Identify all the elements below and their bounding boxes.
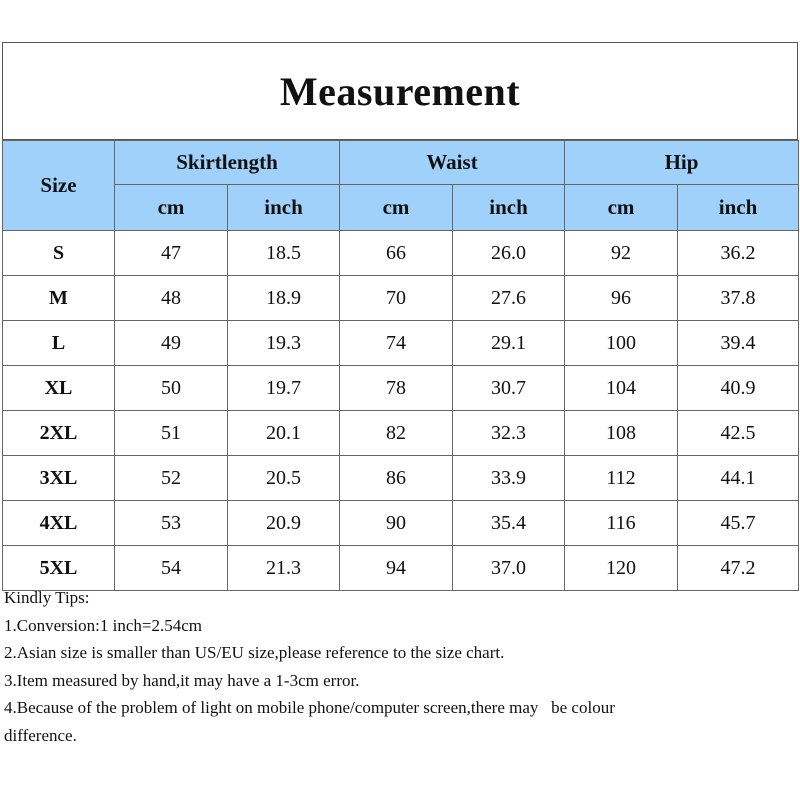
size-cell: 5XL bbox=[3, 546, 115, 591]
measurement-cell: 32.3 bbox=[453, 411, 565, 456]
measurement-cell: 120 bbox=[565, 546, 678, 591]
measurement-cell: 53 bbox=[115, 501, 228, 546]
size-header: Size bbox=[3, 141, 115, 231]
size-cell: L bbox=[3, 321, 115, 366]
measurement-cell: 42.5 bbox=[678, 411, 799, 456]
tip-line: 2.Asian size is smaller than US/EU size,please reference to the size chart. bbox=[4, 643, 505, 663]
size-cell: XL bbox=[3, 366, 115, 411]
measurement-cell: 108 bbox=[565, 411, 678, 456]
measurement-cell: 26.0 bbox=[453, 231, 565, 276]
size-cell: 3XL bbox=[3, 456, 115, 501]
measurement-cell: 19.3 bbox=[228, 321, 340, 366]
table-row bbox=[3, 321, 799, 366]
measurement-cell: 100 bbox=[565, 321, 678, 366]
table-row bbox=[3, 501, 799, 546]
measurement-cell: 20.9 bbox=[228, 501, 340, 546]
measurement-cell: 20.5 bbox=[228, 456, 340, 501]
measurement-cell: 39.4 bbox=[678, 321, 799, 366]
size-cell: M bbox=[3, 276, 115, 321]
unit-header: cm bbox=[115, 185, 228, 231]
measurement-cell: 33.9 bbox=[453, 456, 565, 501]
waist-header: Waist bbox=[340, 141, 565, 185]
title-banner bbox=[2, 42, 798, 140]
measurement-cell: 116 bbox=[565, 501, 678, 546]
table-row bbox=[3, 276, 799, 321]
tip-line: 4.Because of the problem of light on mobile phone/computer screen,there may be colour bbox=[4, 698, 615, 718]
measurement-cell: 92 bbox=[565, 231, 678, 276]
measurement-cell: 18.9 bbox=[228, 276, 340, 321]
measurement-cell: 104 bbox=[565, 366, 678, 411]
measurement-cell: 29.1 bbox=[453, 321, 565, 366]
unit-header: inch bbox=[453, 185, 565, 231]
skirtlength-header: Skirtlength bbox=[115, 141, 340, 185]
measurement-cell: 94 bbox=[340, 546, 453, 591]
table-body bbox=[3, 231, 799, 591]
measurement-cell: 54 bbox=[115, 546, 228, 591]
measurement-cell: 51 bbox=[115, 411, 228, 456]
measurement-cell: 86 bbox=[340, 456, 453, 501]
measurement-cell: 78 bbox=[340, 366, 453, 411]
measurement-cell: 82 bbox=[340, 411, 453, 456]
measurement-cell: 36.2 bbox=[678, 231, 799, 276]
measurement-cell: 66 bbox=[340, 231, 453, 276]
table-row bbox=[3, 366, 799, 411]
measurement-cell: 27.6 bbox=[453, 276, 565, 321]
header-row-groups bbox=[3, 141, 799, 185]
measurement-cell: 45.7 bbox=[678, 501, 799, 546]
hip-header: Hip bbox=[565, 141, 799, 185]
measurement-cell: 44.1 bbox=[678, 456, 799, 501]
table-row bbox=[3, 456, 799, 501]
measurement-cell: 74 bbox=[340, 321, 453, 366]
measurement-cell: 48 bbox=[115, 276, 228, 321]
tips-section bbox=[4, 584, 794, 750]
measurement-cell: 37.0 bbox=[453, 546, 565, 591]
measurement-cell: 47.2 bbox=[678, 546, 799, 591]
tips-heading: Kindly Tips: bbox=[4, 588, 90, 607]
measurement-cell: 47 bbox=[115, 231, 228, 276]
tip-line: 1.Conversion:1 inch=2.54cm bbox=[4, 615, 202, 635]
size-cell: 2XL bbox=[3, 411, 115, 456]
measurement-cell: 52 bbox=[115, 456, 228, 501]
measurement-cell: 90 bbox=[340, 501, 453, 546]
table-row bbox=[3, 411, 799, 456]
table-row bbox=[3, 231, 799, 276]
unit-header: cm bbox=[565, 185, 678, 231]
page-title: Measurement bbox=[279, 68, 521, 114]
unit-header: inch bbox=[678, 185, 799, 231]
measurement-cell: 35.4 bbox=[453, 501, 565, 546]
measurement-cell: 70 bbox=[340, 276, 453, 321]
size-cell: S bbox=[3, 231, 115, 276]
measurement-cell: 18.5 bbox=[228, 231, 340, 276]
measurement-table bbox=[2, 140, 799, 591]
measurement-cell: 49 bbox=[115, 321, 228, 366]
unit-header: cm bbox=[340, 185, 453, 231]
measurement-cell: 30.7 bbox=[453, 366, 565, 411]
measurement-cell: 40.9 bbox=[678, 366, 799, 411]
measurement-cell: 112 bbox=[565, 456, 678, 501]
header-row-units bbox=[3, 185, 799, 231]
measurement-cell: 50 bbox=[115, 366, 228, 411]
measurement-cell: 37.8 bbox=[678, 276, 799, 321]
size-cell: 4XL bbox=[3, 501, 115, 546]
unit-header: inch bbox=[228, 185, 340, 231]
measurement-cell: 21.3 bbox=[228, 546, 340, 591]
measurement-cell: 19.7 bbox=[228, 366, 340, 411]
tip-line: difference. bbox=[4, 725, 77, 745]
tip-line: 3.Item measured by hand,it may have a 1-3cm error. bbox=[4, 670, 360, 690]
measurement-cell: 96 bbox=[565, 276, 678, 321]
measurement-cell: 20.1 bbox=[228, 411, 340, 456]
